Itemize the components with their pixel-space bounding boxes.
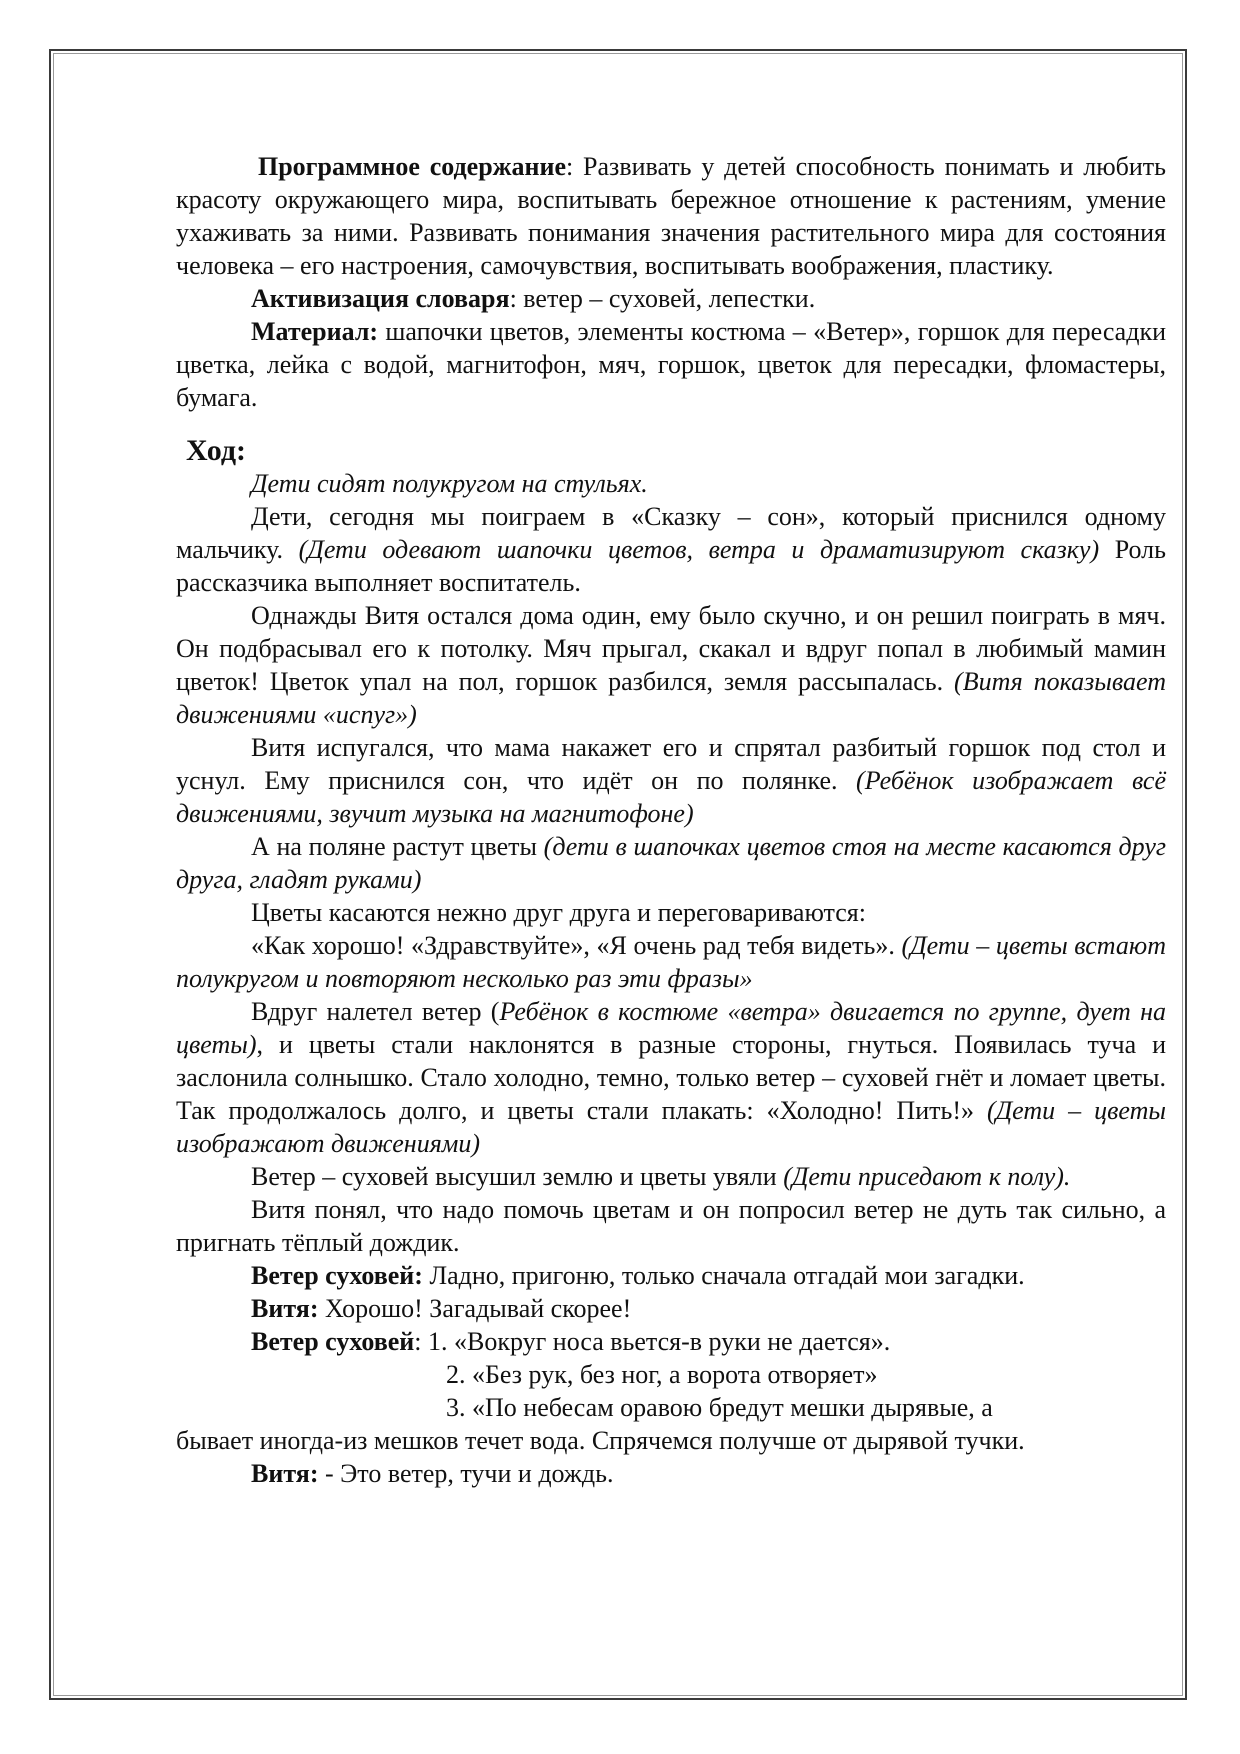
story-paragraph: Витя понял, что надо помочь цветам и он попросил ветер не дуть так сильно, а пригнать тёплый дождик. — [176, 1195, 1166, 1257]
program-content-paragraph: Программное содержание: Развивать у детей способность понимать и любить красоту окружающего мира, воспитывать бережное отношение к растениям, умение ухаживать за ними. Развивать понимания значения растительного мира для состояния человека – его настроения, самочувствия, воспитывать воображения, пластику. — [176, 152, 1167, 280]
dialogue-line: Витя: - Это ветер, тучи и дождь. — [251, 1459, 614, 1488]
program-content-label: Программное содержание — [258, 152, 567, 181]
riddle-line-continued: бывает иногда-из мешков течет вода. Спрячемся получше от дырявой тучки. — [176, 1426, 1025, 1455]
material-paragraph: Материал: шапочки цветов, элементы костюма – «Ветер», горшок для пересадки цветка, лейка с водой, магнитофон, мяч, горшок, цветок для пересадки, фломастеры, бумага. — [176, 317, 1166, 412]
dialogue-line: Витя: Хорошо! Загадывай скорее! — [251, 1294, 632, 1323]
dialogue-line: Ветер суховей: Ладно, пригоню, только сначала отгадай мои загадки. — [251, 1261, 1025, 1290]
story-paragraph: Ветер – суховей высушил землю и цветы увяли (Дети приседают к полу). — [251, 1162, 1071, 1191]
story-paragraph: Цветы касаются нежно друг друга и переговариваются: — [251, 898, 866, 927]
document-body — [176, 150, 1166, 1490]
vocabulary-paragraph: Активизация словаря: ветер – суховей, лепестки. — [251, 284, 816, 313]
material-label: Материал: — [251, 317, 379, 346]
speaker-label: Витя: — [251, 1459, 319, 1488]
speaker-label: Ветер суховей — [251, 1327, 415, 1356]
speaker-label: Ветер суховей: — [251, 1261, 423, 1290]
story-paragraph: Дети сидят полукругом на стульях. — [251, 469, 648, 498]
dialogue-line: Ветер суховей: 1. «Вокруг носа вьется-в руки не дается». — [251, 1327, 891, 1356]
section-heading: Ход: — [186, 434, 247, 467]
story-paragraph: Дети, сегодня мы поиграем в «Сказку – сон», который приснился одному мальчику. (Дети одевают шапочки цветов, ветра и драматизируют сказку) Роль рассказчика выполняет воспитатель. — [176, 502, 1167, 597]
story-paragraph: Однажды Витя остался дома один, ему было скучно, и он решил поиграть в мяч. Он подбрасывал его к потолку. Мяч прыгал, скакал и вдруг попал в любимый мамин цветок! Цветок упал на пол, горшок разбился, земля рассыпалась. (Витя показывает движениями «испуг») — [176, 601, 1166, 729]
story-paragraph: Витя испугался, что мама накажет его и спрятал разбитый горшок под стол и уснул. Ему приснился сон, что идёт он по полянке. (Ребёнок изображает всё движениями, звучит музыка на магнитофоне) — [176, 733, 1166, 828]
story-paragraph: А на поляне растут цветы (дети в шапочках цветов стоя на месте касаются друг друга, гладят руками) — [176, 832, 1167, 894]
riddle-line: 3. «По небесам оравою бредут мешки дырявые, а — [446, 1393, 993, 1422]
story-paragraph: «Как хорошо! «Здравствуйте», «Я очень рад тебя видеть». (Дети – цветы встают полукругом и повторяют несколько раз эти фразы» — [176, 931, 1166, 993]
story-paragraph: Вдруг налетел ветер (Ребёнок в костюме «ветра» двигается по группе, дует на цветы), и цветы стали наклонятся в разные стороны, гнуться. Появилась туча и заслонила солнышко. Стало холодно, темно, только ветер – суховей гнёт и ломает цветы. Так продолжалось долго, и цветы стали плакать: «Холодно! Пить!» (Дети – цветы изображают движениями) — [176, 997, 1167, 1158]
riddle-line: 2. «Без рук, без ног, а ворота отворяет» — [446, 1360, 878, 1389]
speaker-label: Витя: — [251, 1294, 319, 1323]
vocabulary-label: Активизация словаря — [251, 284, 510, 313]
